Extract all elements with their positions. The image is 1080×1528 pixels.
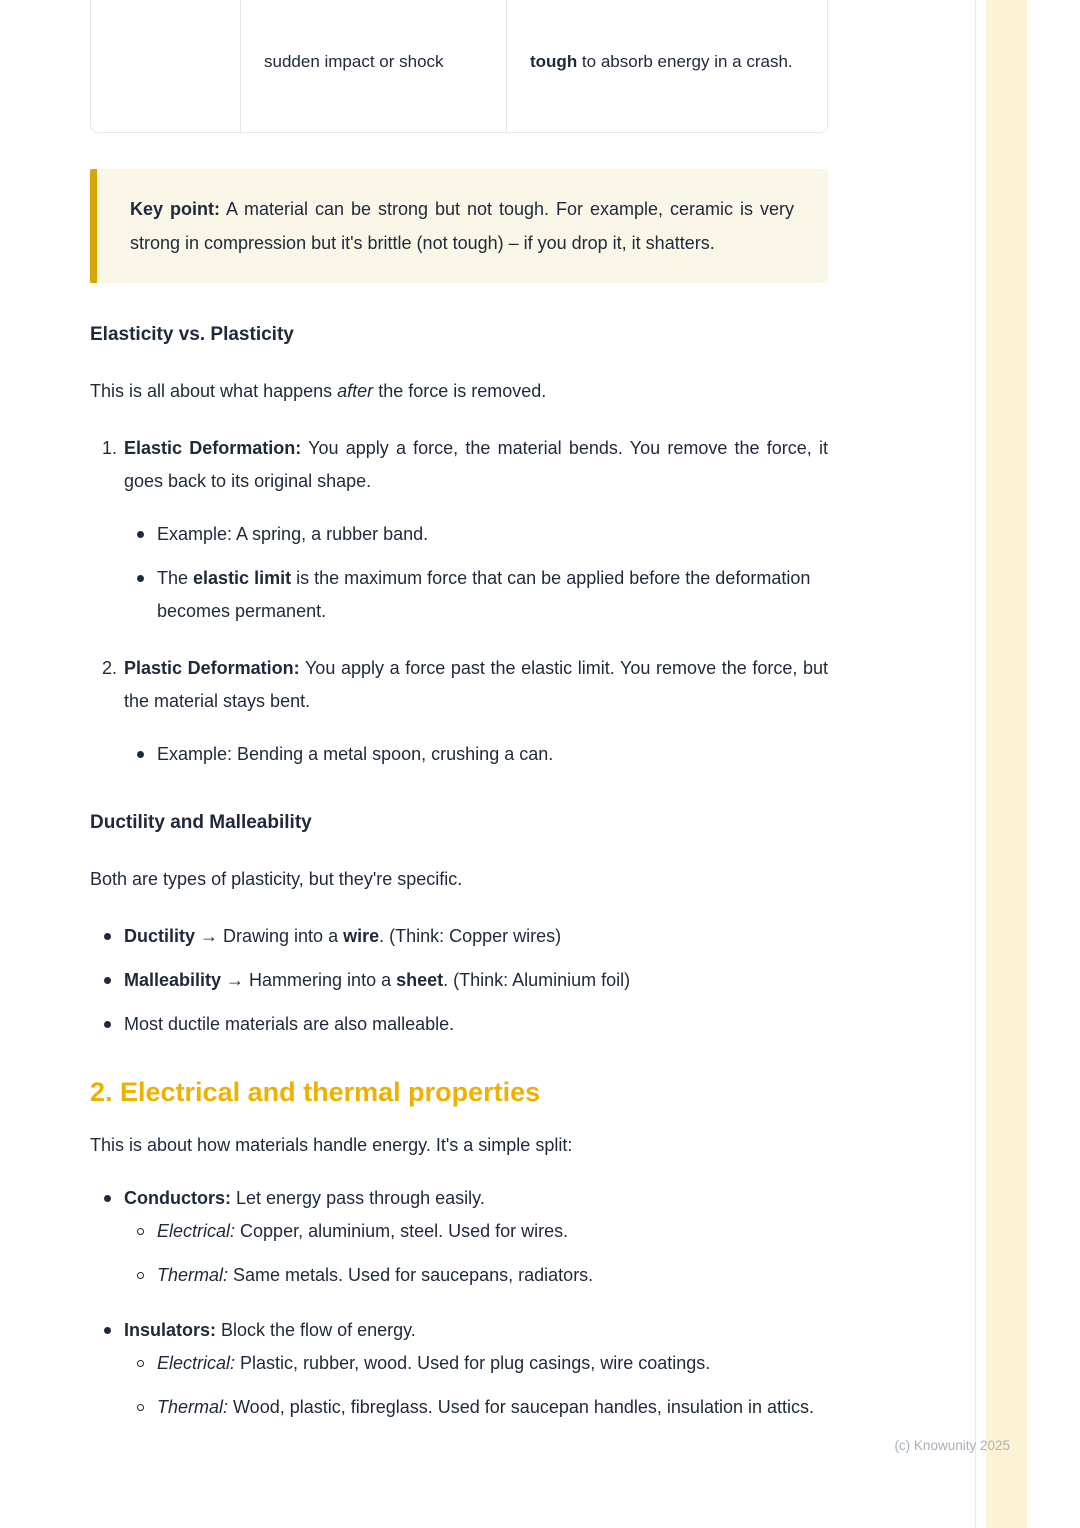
list-number: 2.	[102, 658, 118, 678]
bullet-disc-icon	[104, 933, 111, 940]
key-point-callout	[90, 169, 828, 283]
italic-term: Thermal:	[157, 1397, 229, 1417]
bullet-disc-icon	[104, 1327, 111, 1334]
list-item-elastic-deformation: 1. Elastic Deformation: You apply a force, the material bends. You remove the force, it goes back to its original shape.	[90, 432, 828, 498]
ordered-list-deformation	[90, 432, 828, 771]
paragraph-electrical-intro: This is about how materials handle energy. It's a simple split:	[90, 1135, 573, 1155]
list-item-insulators-thermal: Thermal: Wood, plastic, fibreglass. Used for saucepan handles, insulation in attics.	[90, 1391, 828, 1424]
list-number: 1.	[102, 438, 118, 458]
paragraph-elasticity-intro: This is all about what happens after the force is removed.	[90, 381, 547, 401]
italic-term: after	[337, 381, 374, 401]
bullet-list-electrical	[90, 1182, 828, 1424]
bold-term: tough	[530, 52, 578, 71]
callout-text: A material can be strong but not tough. For example, ceramic is very strong in compression but it's brittle (not tough) – if you drop it, it shatters.	[130, 199, 794, 253]
bullet-circle-icon	[137, 1360, 144, 1367]
bold-term: wire	[343, 926, 380, 946]
table-cell-right	[507, 0, 827, 132]
bold-term: Elastic Deformation:	[124, 438, 302, 458]
italic-term: Electrical:	[157, 1353, 236, 1373]
list-item-plastic-deformation: 2. Plastic Deformation: You apply a force past the elastic limit. You remove the force, but the material stays bent.	[90, 652, 828, 718]
bold-term: Ductility	[124, 926, 196, 946]
list-item-example-spoon: Example: Bending a metal spoon, crushing a can.	[90, 738, 828, 771]
italic-term: Electrical:	[157, 1221, 236, 1241]
bold-term: elastic limit	[193, 568, 292, 588]
section-heading-electrical-thermal: 2. Electrical and thermal properties	[90, 1077, 541, 1107]
page-margin-stripe	[986, 0, 1027, 1528]
list-item-conductors-electrical: Electrical: Copper, aluminium, steel. Used for wires.	[90, 1215, 828, 1248]
section-heading-ductility: Ductility and Malleability	[90, 812, 312, 833]
table-cell-middle	[241, 0, 507, 132]
bullet-circle-icon	[137, 1404, 144, 1411]
callout-paragraph	[130, 192, 794, 260]
paragraph-ductility-intro: Both are types of plasticity, but they're specific.	[90, 869, 463, 889]
bold-term: Malleability	[124, 970, 222, 990]
table-text: sudden impact or shock	[264, 52, 444, 71]
list-item-example-spring: Example: A spring, a rubber band.	[90, 518, 828, 551]
page-edge-line	[975, 0, 976, 1528]
section-heading-elasticity: Elasticity vs. Plasticity	[90, 324, 294, 345]
bullet-disc-icon	[137, 575, 144, 582]
list-item-elastic-limit: The elastic limit is the maximum force that can be applied before the deformation becomes permanent.	[90, 562, 828, 628]
copyright-watermark: (c) Knowunity 2025	[894, 1438, 1010, 1453]
bold-term: Plastic Deformation:	[124, 658, 300, 678]
list-item-insulators: Insulators: Block the flow of energy.	[90, 1314, 828, 1347]
cutoff-table	[90, 0, 828, 133]
bold-term: Conductors:	[124, 1188, 231, 1208]
bullet-circle-icon	[137, 1228, 144, 1235]
bold-term: sheet	[396, 970, 444, 990]
table-text: to absorb energy in a crash.	[577, 52, 793, 71]
bold-term: Insulators:	[124, 1320, 217, 1340]
list-item-conductors: Conductors: Let energy pass through easily.	[90, 1182, 828, 1215]
list-item-conductors-thermal: Thermal: Same metals. Used for saucepans, radiators.	[90, 1259, 828, 1292]
bullet-disc-icon	[104, 1021, 111, 1028]
bullet-disc-icon	[104, 977, 111, 984]
bullet-circle-icon	[137, 1272, 144, 1279]
content-area	[90, 0, 828, 1424]
list-item-malleability: Malleability → Hammering into a sheet. (Think: Aluminium foil)	[90, 964, 828, 997]
callout-label: Key point:	[130, 199, 220, 219]
table-cell-empty	[91, 0, 241, 132]
bullet-disc-icon	[137, 531, 144, 538]
list-item-ductility: Ductility → Drawing into a wire. (Think: Copper wires)	[90, 920, 828, 953]
list-item-insulators-electrical: Electrical: Plastic, rubber, wood. Used for plug casings, wire coatings.	[90, 1347, 828, 1380]
bullet-list-ductility	[90, 920, 828, 1041]
bullet-disc-icon	[104, 1195, 111, 1202]
bullet-disc-icon	[137, 751, 144, 758]
list-item-ductile-malleable: Most ductile materials are also malleable.	[90, 1008, 828, 1041]
italic-term: Thermal:	[157, 1265, 229, 1285]
